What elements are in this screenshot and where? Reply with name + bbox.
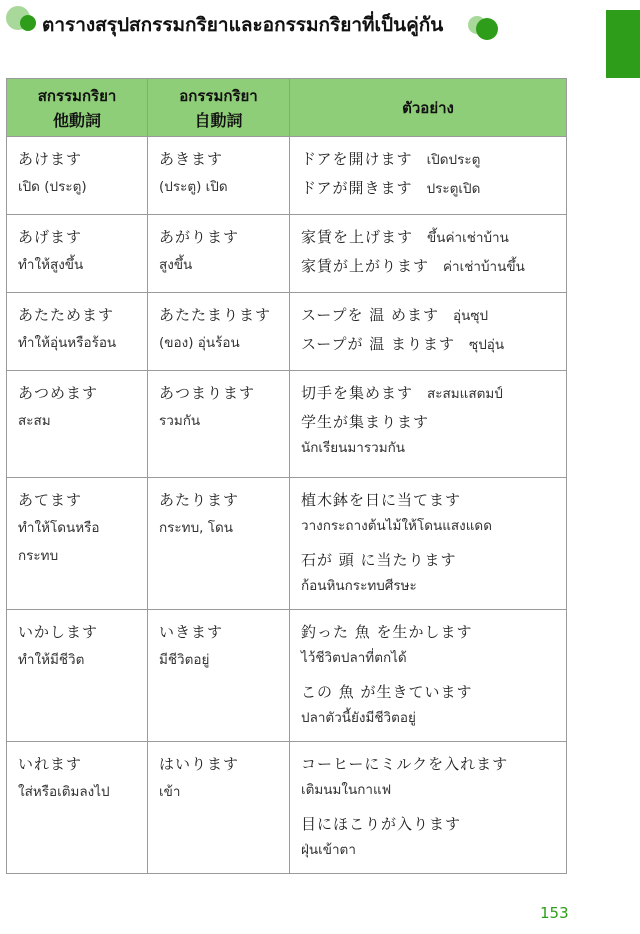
decor-dot-icon — [20, 15, 36, 31]
transitive-meaning: สะสม — [18, 413, 51, 429]
header-example — [290, 79, 567, 137]
example-cell — [290, 137, 567, 215]
example-jp: スープを 温 めます — [301, 306, 440, 324]
example-cell — [290, 742, 567, 874]
intransitive-verb: あたたまります — [159, 306, 272, 324]
transitive-meaning: ทำให้สูงขึ้น — [18, 257, 84, 273]
table-row — [7, 215, 567, 293]
example-thai: ก้อนหินกระทบศีรษะ — [301, 578, 417, 594]
transitive-cell — [7, 742, 148, 874]
example-sentence — [301, 486, 556, 538]
transitive-verb: あたためます — [18, 306, 115, 324]
example-sentence — [301, 252, 556, 281]
example-cell — [290, 293, 567, 371]
example-jp: 目にほこりが入ります — [301, 815, 462, 833]
intransitive-cell — [148, 371, 290, 478]
example-thai: เปิดประตู — [426, 152, 481, 168]
table-row — [7, 293, 567, 371]
intransitive-cell — [148, 137, 290, 215]
example-jp: スープが 温 まります — [301, 335, 456, 353]
example-jp: 切手を集めます — [301, 384, 414, 402]
intransitive-meaning: (ของ) อุ่นร้อน — [159, 335, 240, 351]
example-thai: ไว้ชีวิตปลาที่ตกได้ — [301, 650, 407, 666]
example-jp: コーヒーにミルクを入れます — [301, 755, 509, 773]
example-jp: 家賃を上げます — [301, 228, 414, 246]
table-row — [7, 371, 567, 478]
example-thai: นักเรียนมารวมกัน — [301, 440, 406, 456]
intransitive-cell — [148, 610, 290, 742]
example-cell — [290, 215, 567, 293]
intransitive-meaning: มีชีวิตอยู่ — [159, 652, 210, 668]
intransitive-meaning: กระทบ, โดน — [159, 520, 233, 536]
header-transitive-jp: 他動詞 — [52, 111, 101, 130]
header-transitive-thai: สกรรมกริยา — [37, 87, 117, 105]
transitive-cell — [7, 478, 148, 610]
intransitive-verb: はいります — [159, 755, 240, 773]
example-thai: ฝุ่นเข้าตา — [301, 842, 356, 858]
transitive-meaning: ทำให้อุ่นหรือร้อน — [18, 335, 117, 351]
example-thai: อุ่นซุป — [453, 308, 489, 324]
page-title: ตารางสรุปสกรรมกริยาและอกรรมกริยาที่เป็นคู่กัน — [42, 14, 444, 36]
transitive-meaning: ทำให้มีชีวิต — [18, 652, 85, 668]
intransitive-verb: あがります — [159, 228, 240, 246]
intransitive-cell — [148, 293, 290, 371]
example-thai: ซุปอุ่น — [469, 337, 505, 353]
verb-pair-table — [6, 78, 567, 874]
intransitive-cell — [148, 478, 290, 610]
transitive-meaning: ทำให้โดนหรือกระทบ — [18, 520, 100, 564]
example-jp: 釣った 魚 を生かします — [301, 623, 473, 641]
intransitive-meaning: เข้า — [159, 784, 181, 800]
header-intransitive — [148, 79, 290, 137]
example-jp: ドアが開きます — [301, 179, 413, 197]
example-thai: เติมนมในกาแฟ — [301, 782, 392, 798]
table-row — [7, 610, 567, 742]
example-sentence — [301, 223, 556, 252]
table-header-row — [7, 79, 567, 137]
transitive-cell — [7, 293, 148, 371]
intransitive-verb: あつまります — [159, 384, 256, 402]
example-sentence — [301, 618, 556, 670]
decor-dot-icon — [476, 18, 498, 40]
example-sentence — [301, 174, 556, 203]
table-row — [7, 137, 567, 215]
example-cell — [290, 610, 567, 742]
transitive-verb: あけます — [18, 150, 83, 168]
transitive-verb: あげます — [18, 228, 83, 246]
header-intransitive-thai: อกรรมกริยา — [179, 87, 258, 105]
example-thai: ประตูเปิด — [426, 181, 481, 197]
table-row — [7, 742, 567, 874]
transitive-cell — [7, 137, 148, 215]
transitive-cell — [7, 610, 148, 742]
example-thai: ปลาตัวนี้ยังมีชีวิตอยู่ — [301, 710, 416, 726]
transitive-meaning: เปิด (ประตู) — [18, 179, 87, 195]
example-sentence — [301, 301, 556, 330]
header-example-label: ตัวอย่าง — [402, 98, 454, 117]
example-jp: 学生が集まります — [301, 413, 430, 431]
example-jp: 石が 頭 に当たります — [301, 551, 457, 569]
example-thai: วางกระถางต้นไม้ให้โดนแสงแดด — [301, 518, 492, 534]
header-transitive — [7, 79, 148, 137]
example-sentence — [301, 546, 556, 598]
table-row — [7, 478, 567, 610]
page-number: 153 — [540, 904, 569, 922]
intransitive-meaning: (ประตู) เปิด — [159, 179, 228, 195]
example-jp: ドアを開けます — [301, 150, 413, 168]
example-jp: この 魚 が生きています — [301, 683, 473, 701]
example-jp: 植木鉢を日に当てます — [301, 491, 462, 509]
transitive-cell — [7, 371, 148, 478]
transitive-verb: あてます — [18, 491, 83, 509]
transitive-verb: あつめます — [18, 384, 99, 402]
example-thai: สะสมแสตมป์ — [427, 386, 503, 402]
chapter-tab — [606, 10, 640, 78]
transitive-cell — [7, 215, 148, 293]
example-sentence — [301, 750, 556, 802]
example-thai: ขึ้นค่าเช่าบ้าน — [427, 230, 509, 246]
header-intransitive-jp: 自動詞 — [194, 111, 243, 130]
intransitive-cell — [148, 215, 290, 293]
intransitive-verb: いきます — [159, 623, 224, 641]
example-cell — [290, 478, 567, 610]
example-sentence — [301, 330, 556, 359]
transitive-verb: いかします — [18, 623, 99, 641]
transitive-meaning: ใส่หรือเติมลงไป — [18, 784, 110, 800]
example-sentence — [301, 678, 556, 730]
page-header — [6, 6, 596, 42]
intransitive-verb: あきます — [159, 150, 224, 168]
example-sentence — [301, 379, 556, 408]
intransitive-cell — [148, 742, 290, 874]
example-sentence — [301, 810, 556, 862]
example-thai: ค่าเช่าบ้านขึ้น — [443, 259, 525, 275]
intransitive-verb: あたります — [159, 491, 240, 509]
intransitive-meaning: รวมกัน — [159, 413, 201, 429]
intransitive-meaning: สูงขึ้น — [159, 257, 193, 273]
transitive-verb: いれます — [18, 755, 83, 773]
example-cell — [290, 371, 567, 478]
example-sentence — [301, 145, 556, 174]
example-jp: 家賃が上がります — [301, 257, 430, 275]
